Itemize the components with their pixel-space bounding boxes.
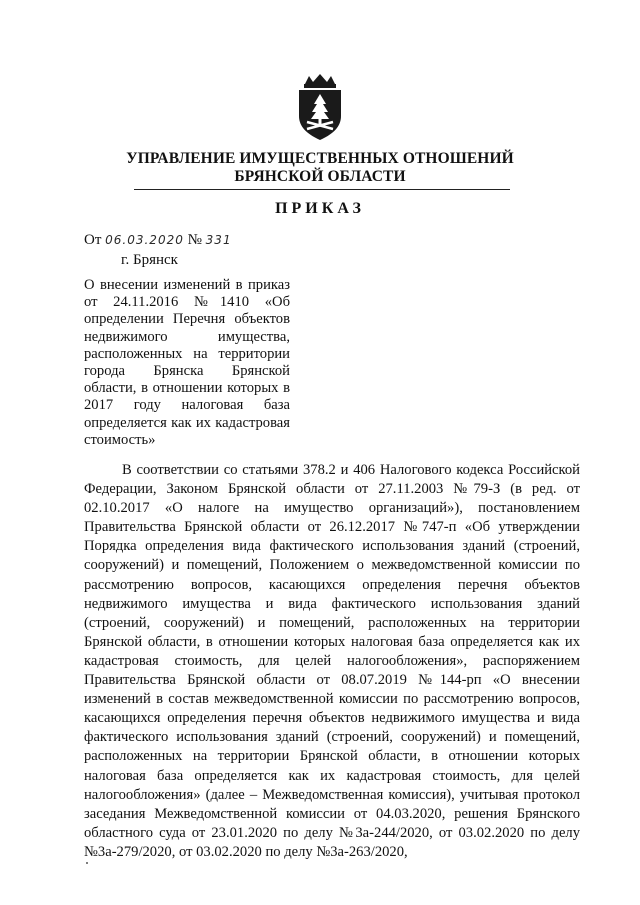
bryansk-coat-of-arms-icon	[293, 72, 347, 142]
handwritten-number: 331	[205, 233, 232, 247]
date-number-line	[84, 232, 232, 249]
header-divider	[134, 189, 510, 190]
document-title: ПРИКАЗ	[275, 200, 365, 217]
org-name-line2: БРЯНСКОЙ ОБЛАСТИ	[234, 168, 406, 185]
from-label: От	[84, 232, 102, 248]
order-subject: О внесении изменений в приказ от 24.11.2016 №1410 «Об определении Перечня объектов недвижимого имущества, расположенных на территории города Брянска Брянской области, в отношении которых в 2017 году налоговая база определяется как их кадастровая стоимость»	[84, 277, 290, 448]
number-label: №	[187, 232, 202, 248]
city-label: г. Брянск	[121, 252, 178, 268]
handwritten-date: 06.03.2020	[105, 233, 184, 247]
scan-speck	[86, 862, 88, 864]
order-body-paragraph: В соответствии со статьями 378.2 и 406 Налогового кодекса Российской Федерации, Законом Брянской области от 27.11.2003 №79-З (в ред. от 02.10.2017 «О налоге на имущество организаций»), постановлением Правительства Брянской области от 26.12.2017 №747-п «Об утверждении Порядка определения вида фактического использования зданий (строений, сооружений) и помещений, Положением о межведомственной комиссии по рассмотрению вопросов, касающихся определения перечня объектов недвижимого имущества и вида фактического использования зданий (строений, сооружений) и помещений, расположенных на территории Брянской области, в отношении которых налоговая база определяется как их кадастровая стоимость, для целей налогообложения», распоряжением Правительства Брянской области от 08.07.2019 №144-рп «О внесении изменений в состав межведомственной комиссии по рассмотрению вопросов, касающихся определения перечня объектов недвижимого имущества и вида фактического использования зданий (строений, сооружений) и помещений, расположенных на территории Брянской области, в отношении которых налоговая база определяется как их кадастровая стоимость, для целей налогообложения» (далее – Межведомственная комиссия), учитывая протокол заседания Межведомственной комиссии от 04.03.2020, решения Брянского областного суда от 23.01.2020 по делу №3а-244/2020, от 03.02.2020 по делу №3а-279/2020, от 03.02.2020 по делу №3а-263/2020,	[84, 462, 580, 860]
org-name-line1: УПРАВЛЕНИЕ ИМУЩЕСТВЕННЫХ ОТНОШЕНИЙ	[126, 150, 514, 167]
